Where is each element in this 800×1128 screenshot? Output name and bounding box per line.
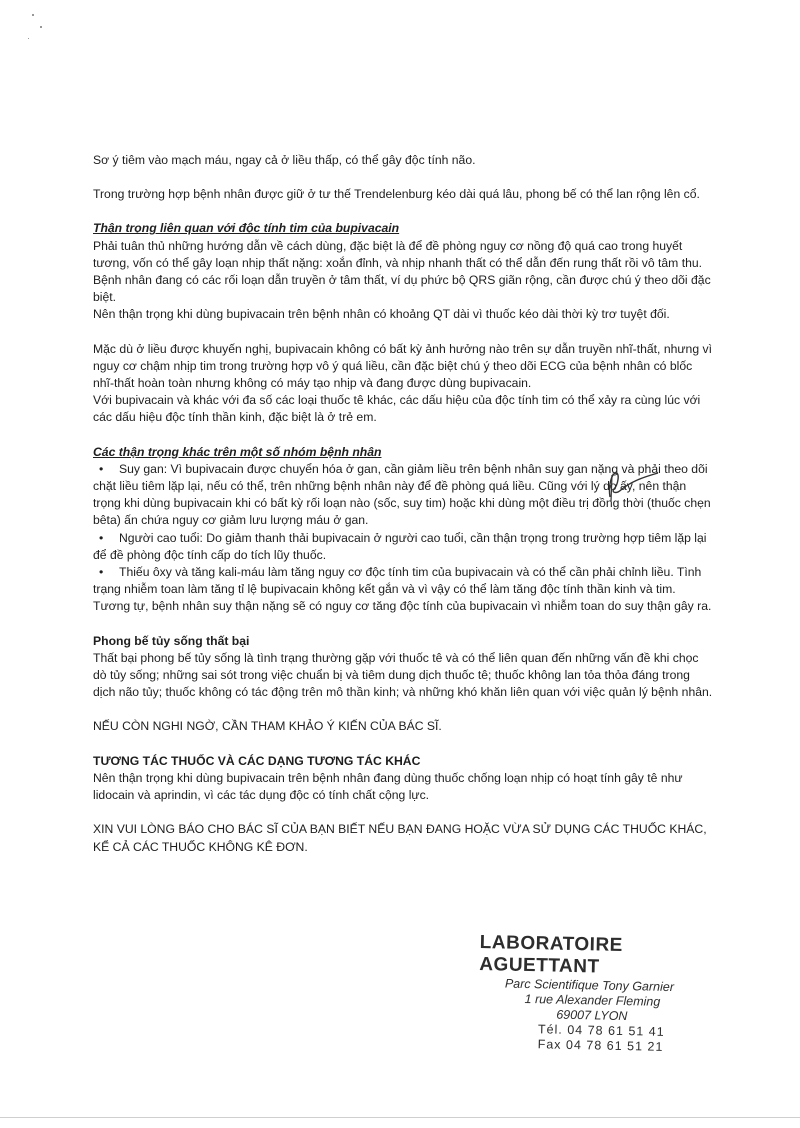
paragraph-interactions: Nên thận trọng khi dùng bupivacain trên bệnh nhân đang dùng thuốc chống loạn nhịp có hoạt tính gây tê như lidocain và aprindin, vì các tác dụng độc có tính chất cộng lực. bbox=[93, 770, 683, 803]
section-heading-interactions: TƯƠNG TÁC THUỐC VÀ CÁC DẠNG TƯƠNG TÁC KHÁC bbox=[93, 753, 421, 768]
section-heading-cardiotoxicity: Thận trọng liên quan với độc tính tim của bupivacain bbox=[93, 221, 400, 236]
paragraph-vascular-injection: Sơ ý tiêm vào mạch máu, ngay cả ở liều thấp, có thể gây độc tính não. bbox=[93, 153, 476, 167]
stamp-fax: Fax 04 78 61 51 21 bbox=[537, 1037, 664, 1054]
paragraph-inform-doctor: XIN VUI LÒNG BÁO CHO BÁC SĨ CỦA BẠN BIẾT NẾU BẠN ĐANG HOẶC VỪA SỬ DỤNG CÁC THUỐC KHÁC, KỂ CẢ CÁC THUỐC KHÔNG KÊ ĐƠN. bbox=[93, 822, 707, 854]
stamp-address-1: Parc Scientifique Tony Garnier bbox=[504, 976, 675, 995]
paragraph-cardio-2: Bệnh nhân đang có các rối loạn dẫn truyền ở tâm thất, ví dụ phức bộ QRS giãn rộng, cần được chú ý theo dõi đặc biệt. bbox=[93, 273, 711, 305]
paragraph-cardio-5: Với bupivacain và khác với đa số các loại thuốc tê khác, các dấu hiệu của độc tính tim có thể xảy ra cùng lúc với các dấu hiệu độc tính thần kinh, đặc biệt là ở trẻ em. bbox=[93, 393, 701, 425]
bullet-elderly: • Người cao tuổi: Do giảm thanh thải bupivacain ở người cao tuổi, cần thận trọng trong trường hợp tiêm lặp lại để đề phòng độc tính cấp do tích lũy thuốc. bbox=[93, 530, 707, 562]
section-heading-spinal-failure: Phong bế tủy sống thất bại bbox=[93, 633, 250, 648]
signature-mark bbox=[602, 467, 662, 507]
bullet-text: Suy gan: Vì bupivacain được chuyển hóa ở gan, cần giảm liều trên bệnh nhân suy gan nặng và phải theo dõi chặt liều tiêm lặp lại, nếu có thể, trên những bệnh nhân này để đề phòng quá liều. Cũng với lý do ấy, nên thận trọng khi dùng bupivacain khi có bất kỳ rối loạn nào (sốc, suy tim) hoặc khi dùng một điều trị đồng thời (thuốc chẹn bêta) ấn chứa nguy cơ giảm lưu lượng máu ở gan. bbox=[93, 461, 711, 528]
scan-speck bbox=[28, 38, 29, 39]
bullet-text: Người cao tuổi: Do giảm thanh thải bupivacain ở người cao tuổi, cần thận trọng trong trường hợp tiêm lặp lại để đề phòng độc tính cấp do tích lũy thuốc. bbox=[93, 530, 707, 562]
scan-speck bbox=[32, 14, 34, 16]
paragraph-cardio-4: Mặc dù ở liều được khuyến nghị, bupivacain không có bất kỳ ảnh hưởng nào trên sự dẫn truyền nhĩ-thất, nhưng vì nguy cơ chậm nhịp tim trong trường hợp vô ý quá liều, cần đặc biệt chú ý theo dõi ECG của bệnh nhân có blốc nhĩ-thất hoàn toàn nhưng không có máy tạo nhịp và đang được dùng bupivacain. bbox=[93, 341, 712, 391]
paragraph-cardio-3: Nên thận trọng khi dùng bupivacain trên bệnh nhân có khoảng QT dài vì thuốc kéo dài thời kỳ trơ tuyệt đối. bbox=[93, 307, 670, 322]
paragraph-spinal-failure: Thất bại phong bế tủy sống là tình trạng thường gặp với thuốc tê và có thể liên quan đến những vấn đề khi chọc dò tủy sống; những sai sót trong việc chuẩn bị và tiêm dung dịch thuốc tê; thuốc không lan tỏa thỏa đáng trong dịch não tủy; thuốc không có tác động trên mô thần kinh; và những khó khăn liên quan với việc quản lý bệnh nhân. bbox=[93, 650, 713, 700]
bullet-hypoxia: • Thiếu ôxy và tăng kali-máu làm tăng nguy cơ độc tính tim của bupivacain và có thể cần phải chỉnh liều. Tình trạng nhiễm toan làm tăng tỉ lệ bupivacain không kết gắn và vì vậy có thể làm tăng độc tính thần kinh và tim. Tương tự, bệnh nhân suy thận nặng sẽ có nguy cơ tăng độc tính của bupivacain vì nhiễm toan do suy thận gây ra. bbox=[93, 565, 712, 614]
scan-edge-line bbox=[0, 1117, 800, 1118]
stamp-city: 69007 LYON bbox=[556, 1007, 628, 1024]
company-stamp bbox=[478, 932, 740, 1056]
section-heading-patient-groups: Các thận trọng khác trên một số nhóm bệnh nhân bbox=[93, 444, 382, 459]
bullet-text: Thiếu ôxy và tăng kali-máu làm tăng nguy cơ độc tính tim của bupivacain và có thể cần phải chỉnh liều. Tình trạng nhiễm toan làm tăng tỉ lệ bupivacain không kết gắn và vì vậy có thể làm tăng độc tính thần kinh và tim. Tương tự, bệnh nhân suy thận nặng sẽ có nguy cơ tăng độc tính của bupivacain vì nhiễm toan do suy thận gây ra. bbox=[93, 565, 712, 614]
stamp-company-name: LABORATOIRE AGUETTANT bbox=[479, 932, 624, 978]
scan-speck bbox=[40, 26, 42, 28]
paragraph-trendelenburg: Trong trường hợp bệnh nhân được giữ ở tư thế Trendelenburg kéo dài quá lâu, phong bế có thể lan rộng lên cổ. bbox=[93, 187, 700, 202]
stamp-phone: Tél. 04 78 61 51 41 bbox=[537, 1022, 665, 1039]
paragraph-cardio-1: Phải tuân thủ những hướng dẫn về cách dùng, đặc biệt là để đề phòng nguy cơ nồng độ quá cao trong huyết tương, vốn có thể gây loạn nhịp thất nặng: xoắn đỉnh, và nhịp nhanh thất có thể dẫn đến rung thất rồi vô tâm thu. bbox=[93, 238, 703, 270]
stamp-address-2: 1 rue Alexander Fleming bbox=[524, 991, 661, 1009]
bullet-liver-failure: • Suy gan: Vì bupivacain được chuyển hóa ở gan, cần giảm liều trên bệnh nhân suy gan nặng và phải theo dõi chặt liều tiêm lặp lại, nếu có thể, trên những bệnh nhân này để đề phòng quá liều. Cũng với lý do ấy, nên thận trọng khi dùng bupivacain khi có bất kỳ rối loạn nào (sốc, suy tim) hoặc khi dùng một điều trị đồng thời (thuốc chẹn bêta) ấn chứa nguy cơ giảm lưu lượng máu ở gan. bbox=[93, 461, 711, 528]
paragraph-doubt-notice: NẾU CÒN NGHI NGỜ, CẦN THAM KHẢO Ý KIẾN CỦA BÁC SĨ. bbox=[93, 719, 442, 734]
